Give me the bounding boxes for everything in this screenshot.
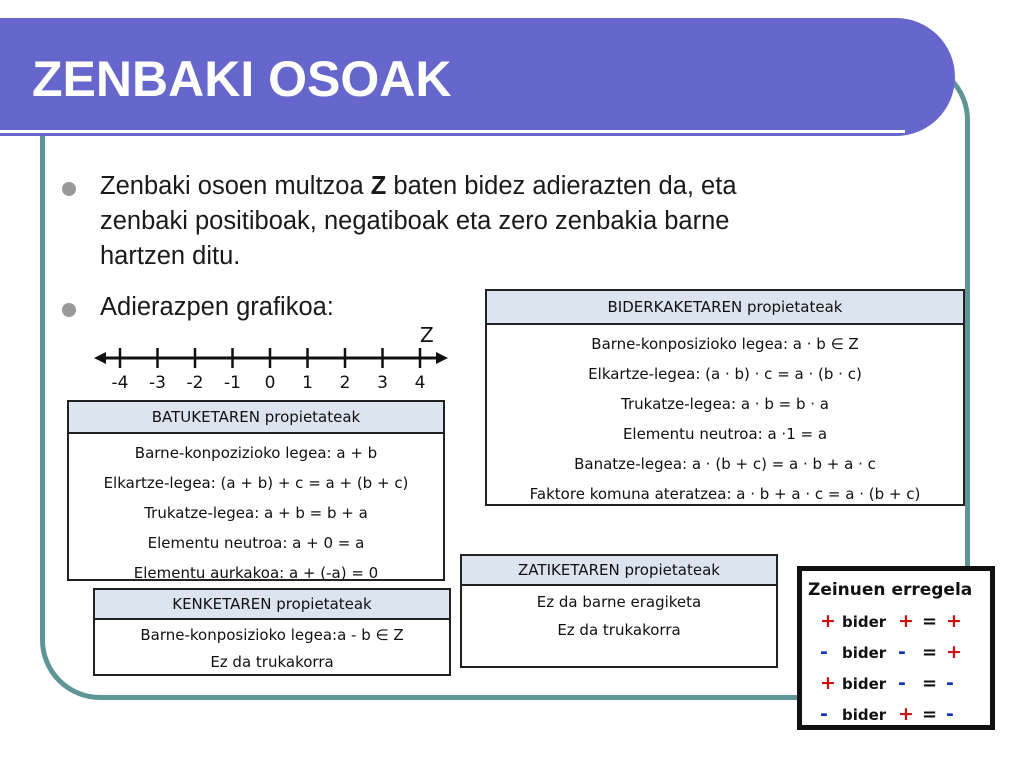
sign-equals: = [922,611,938,632]
tick-label: -1 [224,373,241,393]
tick-label: -2 [186,373,204,393]
batuketa-table [67,400,445,581]
zatiketa-table [460,554,778,668]
biderkaketa-row: Elkartze-legea: (a · b) · c = a · (b · c) [588,365,862,383]
biderkaketa-row: Faktore komuna ateratzea: a · b + a · c = a · (b + c) [529,485,921,503]
title-underline [0,130,905,133]
definition-line-3: hartzen ditu. [100,242,241,270]
batuketa-row: Elementu neutroa: a + 0 = a [147,534,365,552]
batuketa-row: Barne-konpozizioko legea: a + b [134,444,378,462]
bullet-text-graph: Adierazpen grafikoa: [100,293,334,321]
tick-label: 3 [377,373,388,393]
biderkaketa-header: BIDERKAKETAREN propietateak [487,291,963,325]
tick-label: 4 [414,373,426,393]
sign-result: - [946,672,954,694]
biderkaketa-table [485,289,965,506]
sign-word-bider: bider [842,644,887,662]
batuketa-row: Elkartze-legea: (a + b) + c = a + (b + c) [103,474,409,492]
sign-result: + [946,610,962,632]
batuketa-row: Trukatze-legea: a + b = b + a [144,504,368,522]
zatiketa-row: Ez da barne eragiketa [536,593,702,611]
sign-operand-a: - [820,703,828,725]
batuketa-row: Elementu aurkakoa: a + (-a) = 0 [133,564,379,582]
sign-equals: = [922,673,938,694]
sign-operand-b: + [898,703,914,725]
arrow-left-icon [94,352,106,364]
batuketa-header: BATUKETAREN propietateak [69,402,443,434]
definition-text: Zenbaki osoen multzoa [100,172,371,200]
kenketa-row: Ez da trukakorra [210,653,334,671]
sign-result: - [946,703,954,725]
biderkaketa-row: Banatze-legea: a · (b + c) = a · b + a · c [574,455,876,473]
number-line-label: Z [420,323,434,347]
definition-line-2: zenbaki positiboak, negatiboak eta zero zenbakia barne [100,207,730,235]
slide-title: ZENBAKI OSOAK [32,51,452,107]
biderkaketa-row: Elementu neutroa: a ·1 = a [622,425,828,443]
sign-equals: = [922,704,938,725]
sign-operand-a: + [820,672,836,694]
set-symbol: Z [370,172,387,200]
tick-label: -4 [111,373,129,393]
tick-label: 0 [264,373,276,393]
tick-label: 2 [339,373,351,393]
biderkaketa-row: Trukatze-legea: a · b = b · a [621,395,829,413]
sign-rules-title: Zeinuen erregela [808,580,973,600]
arrow-right-icon [436,352,448,364]
sign-word-bider: bider [842,706,887,724]
kenketa-table [93,588,451,676]
sign-word-bider: bider [842,675,887,693]
sign-operand-b: - [898,672,906,694]
tick-label: -3 [149,373,166,393]
kenketa-header: KENKETAREN propietateak [95,590,449,620]
tick-label: 1 [302,373,313,393]
number-line [92,320,452,395]
kenketa-row: Barne-konposizioko legea:a - b ∈ Z [140,626,404,644]
sign-operand-b: - [898,641,906,663]
sign-rules-image [797,566,995,730]
sign-word-bider: bider [842,613,887,631]
bullet-text-definition [100,169,737,274]
zatiketa-row: Ez da trukakorra [557,621,681,639]
sign-result: + [946,641,962,663]
biderkaketa-row: Barne-konposizioko legea: a · b ∈ Z [591,335,859,353]
sign-rules-graphic [802,571,990,725]
zatiketa-header: ZATIKETAREN propietateak [462,556,776,586]
bullet-dot [62,182,76,196]
sign-operand-a: - [820,641,828,663]
definition-text-end: baten bidez adierazten da, eta [386,172,737,200]
sign-operand-a: + [820,610,836,632]
sign-operand-b: + [898,610,914,632]
sign-equals: = [922,642,938,663]
bullet-dot [62,303,76,317]
